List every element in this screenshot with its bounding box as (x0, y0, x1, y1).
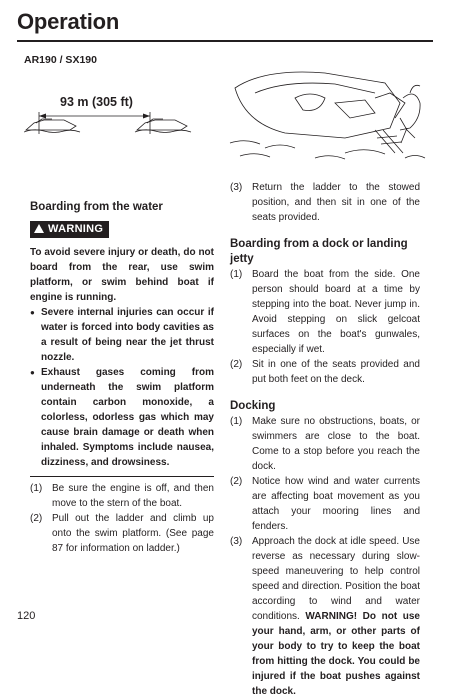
bullet-item: ● Severe internal injuries can occur if water is forced into body cavities as a result of being near the jet thrust nozzle. (30, 305, 214, 365)
list-item: (2) Sit in one of the seats provided and put both feet on the deck. (230, 359, 420, 385)
docking-heading: Docking (230, 400, 276, 412)
page-title: Operation (17, 9, 120, 34)
boarding-steps (30, 481, 214, 556)
warning-bullets (30, 305, 214, 470)
list-item: (2) Notice how wind and water currents are affecting boat movement as you attach your mooring lines and fenders. (230, 476, 420, 532)
list-item: (1) Board the boat from the side. One person should board at a time by stepping into the boat. Never jump in. Avoid stepping on slick gelcoat surfaces on the boat's gunwales, especially if wet. (230, 269, 420, 355)
warning-text: To avoid severe injury or death, do not board from the rear, use swim platform, or swim behind boat if engine is running. (30, 247, 214, 303)
page-number: 120 (17, 610, 36, 622)
boarding-from-water-illustration (225, 58, 430, 173)
left-column (30, 200, 214, 556)
list-item: (1) Be sure the engine is off, and then move to the stern of the boat. (30, 483, 214, 509)
boarding-from-water-heading: Boarding from the water (30, 201, 163, 213)
list-item: (1) Make sure no obstructions, boats, or swimmers are close to the boat. Come to a stop before you reach the dock. (230, 416, 420, 472)
boat-distance-illustration (24, 108, 214, 148)
warning-triangle-icon (34, 224, 44, 233)
distance-label: 93 m (305 ft) (60, 95, 133, 109)
list-item: (2) Pull out the ladder and climb up onto the swim platform. (See page 87 for information on ladder.) (30, 513, 214, 554)
bullet-item: ● Exhaust gases coming from underneath the swim platform contain carbon monoxide, a colorless, odorless gas which may cause brain damage or death when inhaled. Symptoms include nausea, dizziness, and drowsiness. (30, 365, 214, 470)
dock-boarding-steps (230, 267, 420, 387)
list-item: (3) Return the ladder to the stowed position, and then sit in one of the seats provided. (230, 182, 420, 223)
docking-warning-text: WARNING! Do not use your hand, arm, or other parts of your body to try to keep the boat from hitting the dock. You could be injured if the boat pushes against the dock. (252, 611, 420, 697)
model-label: AR190 / SX190 (24, 54, 97, 66)
title-rule (17, 40, 433, 42)
right-column (230, 180, 420, 699)
list-item: (3) Approach the dock at idle speed. Use reverse as necessary during slow-speed maneuvering to help control speed and direction. Position the boat according to wind and water conditions. WARNING! Do not use your hand, arm, or other parts of your body to try to keep the boat from hitting the dock. You could be injured if the boat pushes against the dock. (230, 536, 420, 697)
docking-steps (230, 414, 420, 699)
boarding-from-dock-heading: Boarding from a dock or landing jetty (230, 238, 408, 265)
warning-badge: WARNING (30, 221, 109, 238)
boarding-steps-continued (230, 180, 420, 225)
warning-divider (30, 476, 214, 477)
